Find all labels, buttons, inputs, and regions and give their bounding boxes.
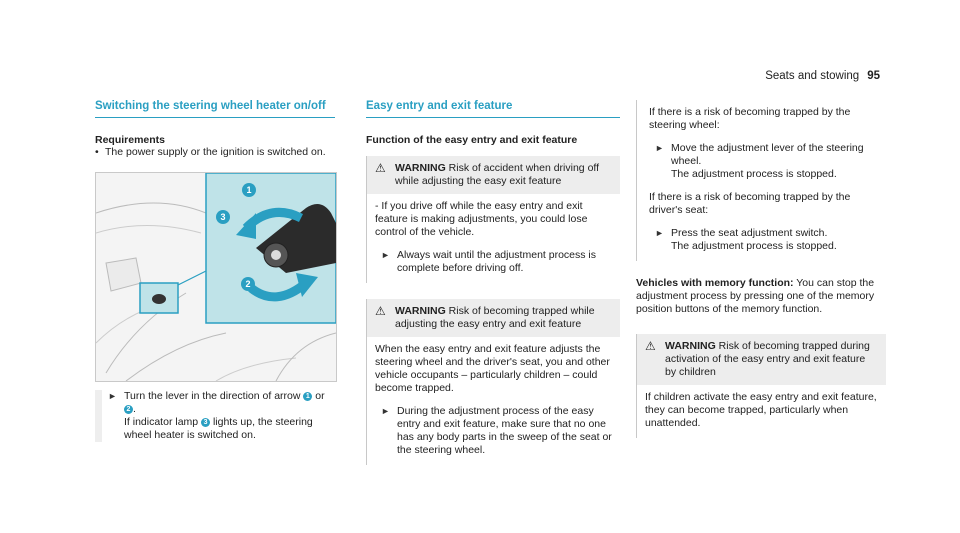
page-header bbox=[765, 70, 880, 82]
warning-header bbox=[367, 299, 620, 337]
steering-step-text: Move the adjustment lever of the steering wheel. bbox=[671, 142, 864, 167]
ref-1: 1 bbox=[303, 392, 312, 401]
requirement-item: • The power supply or the ignition is switched on. bbox=[95, 146, 335, 159]
step-text-3: . bbox=[133, 403, 136, 415]
warning-triangle-icon: ⚠ bbox=[645, 339, 656, 353]
step-text-4: If indicator lamp bbox=[124, 416, 202, 428]
steering-trapped-text: If there is a risk of becoming trapped by the steering wheel: bbox=[649, 106, 851, 131]
requirements-heading: Requirements bbox=[95, 134, 166, 146]
memory-bold: Vehicles with memory function: bbox=[636, 277, 794, 289]
warning-header bbox=[367, 156, 620, 194]
warning-box-children bbox=[636, 334, 886, 438]
heater-step bbox=[95, 390, 335, 442]
warning-step bbox=[375, 405, 612, 457]
warning-head-text: Risk of becoming trapped during activation of the easy entry and exit feature by children bbox=[665, 340, 870, 378]
ref-3: 3 bbox=[201, 418, 210, 427]
step-arrow-icon: ► bbox=[655, 143, 664, 153]
column-steering-heater bbox=[95, 100, 335, 442]
warning-body-text: When the easy entry and exit feature adjusts the steering wheel and the driver's seat, you and other vehicle occupants – particularly children – could become trapped. bbox=[375, 343, 610, 394]
step-text-2: or bbox=[312, 390, 325, 402]
step-arrow-icon: ► bbox=[381, 250, 390, 260]
warning-body bbox=[637, 385, 886, 438]
memory-function-note bbox=[636, 277, 886, 316]
seat-trapped-text: If there is a risk of becoming trapped by the driver's seat: bbox=[649, 191, 851, 216]
page-number: 95 bbox=[867, 70, 880, 82]
seat-step-text: Press the seat adjustment switch. bbox=[671, 227, 828, 239]
header-section: Seats and stowing bbox=[765, 70, 860, 82]
subtitle-function: Function of the easy entry and exit feature bbox=[366, 134, 578, 146]
warning-triangle-icon: ⚠ bbox=[375, 161, 386, 175]
warning-box-accident bbox=[366, 156, 620, 283]
step-text-1: Turn the lever in the direction of arrow bbox=[124, 390, 304, 402]
warning-label: WARNING bbox=[395, 305, 446, 317]
warning-label: WARNING bbox=[665, 340, 716, 352]
callout-1: 1 bbox=[242, 183, 256, 197]
warning-body-text: - If you drive off while the easy entry and exit feature is making adjustments, you could lose control of the vehicle. bbox=[375, 200, 588, 238]
callout-3: 3 bbox=[216, 210, 230, 224]
step-arrow-icon: ► bbox=[108, 391, 117, 401]
warning-label: WARNING bbox=[395, 162, 446, 174]
warning-body bbox=[367, 337, 620, 465]
steering-column-illustration bbox=[95, 172, 337, 382]
seat-step-result: The adjustment process is stopped. bbox=[671, 240, 837, 252]
column-easy-entry bbox=[366, 100, 620, 465]
steering-step-result: The adjustment process is stopped. bbox=[671, 168, 837, 180]
warning-header bbox=[637, 334, 886, 385]
warning-triangle-icon: ⚠ bbox=[375, 304, 386, 318]
illustration-svg bbox=[96, 173, 336, 381]
step-text-5: lights up, the steering wheel heater is switched on. bbox=[124, 416, 313, 441]
warning-body-text: If children activate the easy entry and exit feature, they can become trapped, particularly when unattended. bbox=[645, 391, 877, 429]
seat-step bbox=[649, 227, 878, 253]
trapped-continuation-box bbox=[636, 100, 886, 261]
step-arrow-icon: ► bbox=[381, 406, 390, 416]
ref-2: 2 bbox=[124, 405, 133, 414]
warning-head-text: Risk of becoming trapped while adjusting the easy entry and exit feature bbox=[395, 305, 595, 330]
warning-step-text: Always wait until the adjustment process is complete before driving off. bbox=[397, 249, 597, 274]
warning-box-trapped bbox=[366, 299, 620, 465]
section-title-easy-entry: Easy entry and exit feature bbox=[366, 100, 620, 118]
steering-step bbox=[649, 142, 878, 181]
memory-text: You can stop the adjustment process by pressing one of the memory position buttons of the memory function. bbox=[636, 277, 875, 315]
warning-body bbox=[367, 194, 620, 283]
section-title-heater: Switching the steering wheel heater on/off bbox=[95, 100, 335, 118]
step-arrow-icon: ► bbox=[655, 228, 664, 238]
callout-2: 2 bbox=[241, 277, 255, 291]
column-trapped-actions bbox=[636, 100, 886, 438]
warning-head-text: Risk of accident when driving off while adjusting the easy exit feature bbox=[395, 162, 600, 187]
warning-step bbox=[375, 249, 612, 275]
warning-step-text: During the adjustment process of the easy entry and exit feature, make sure that no one has any body parts in the sweep of the seat or the steering wheel. bbox=[397, 405, 612, 456]
